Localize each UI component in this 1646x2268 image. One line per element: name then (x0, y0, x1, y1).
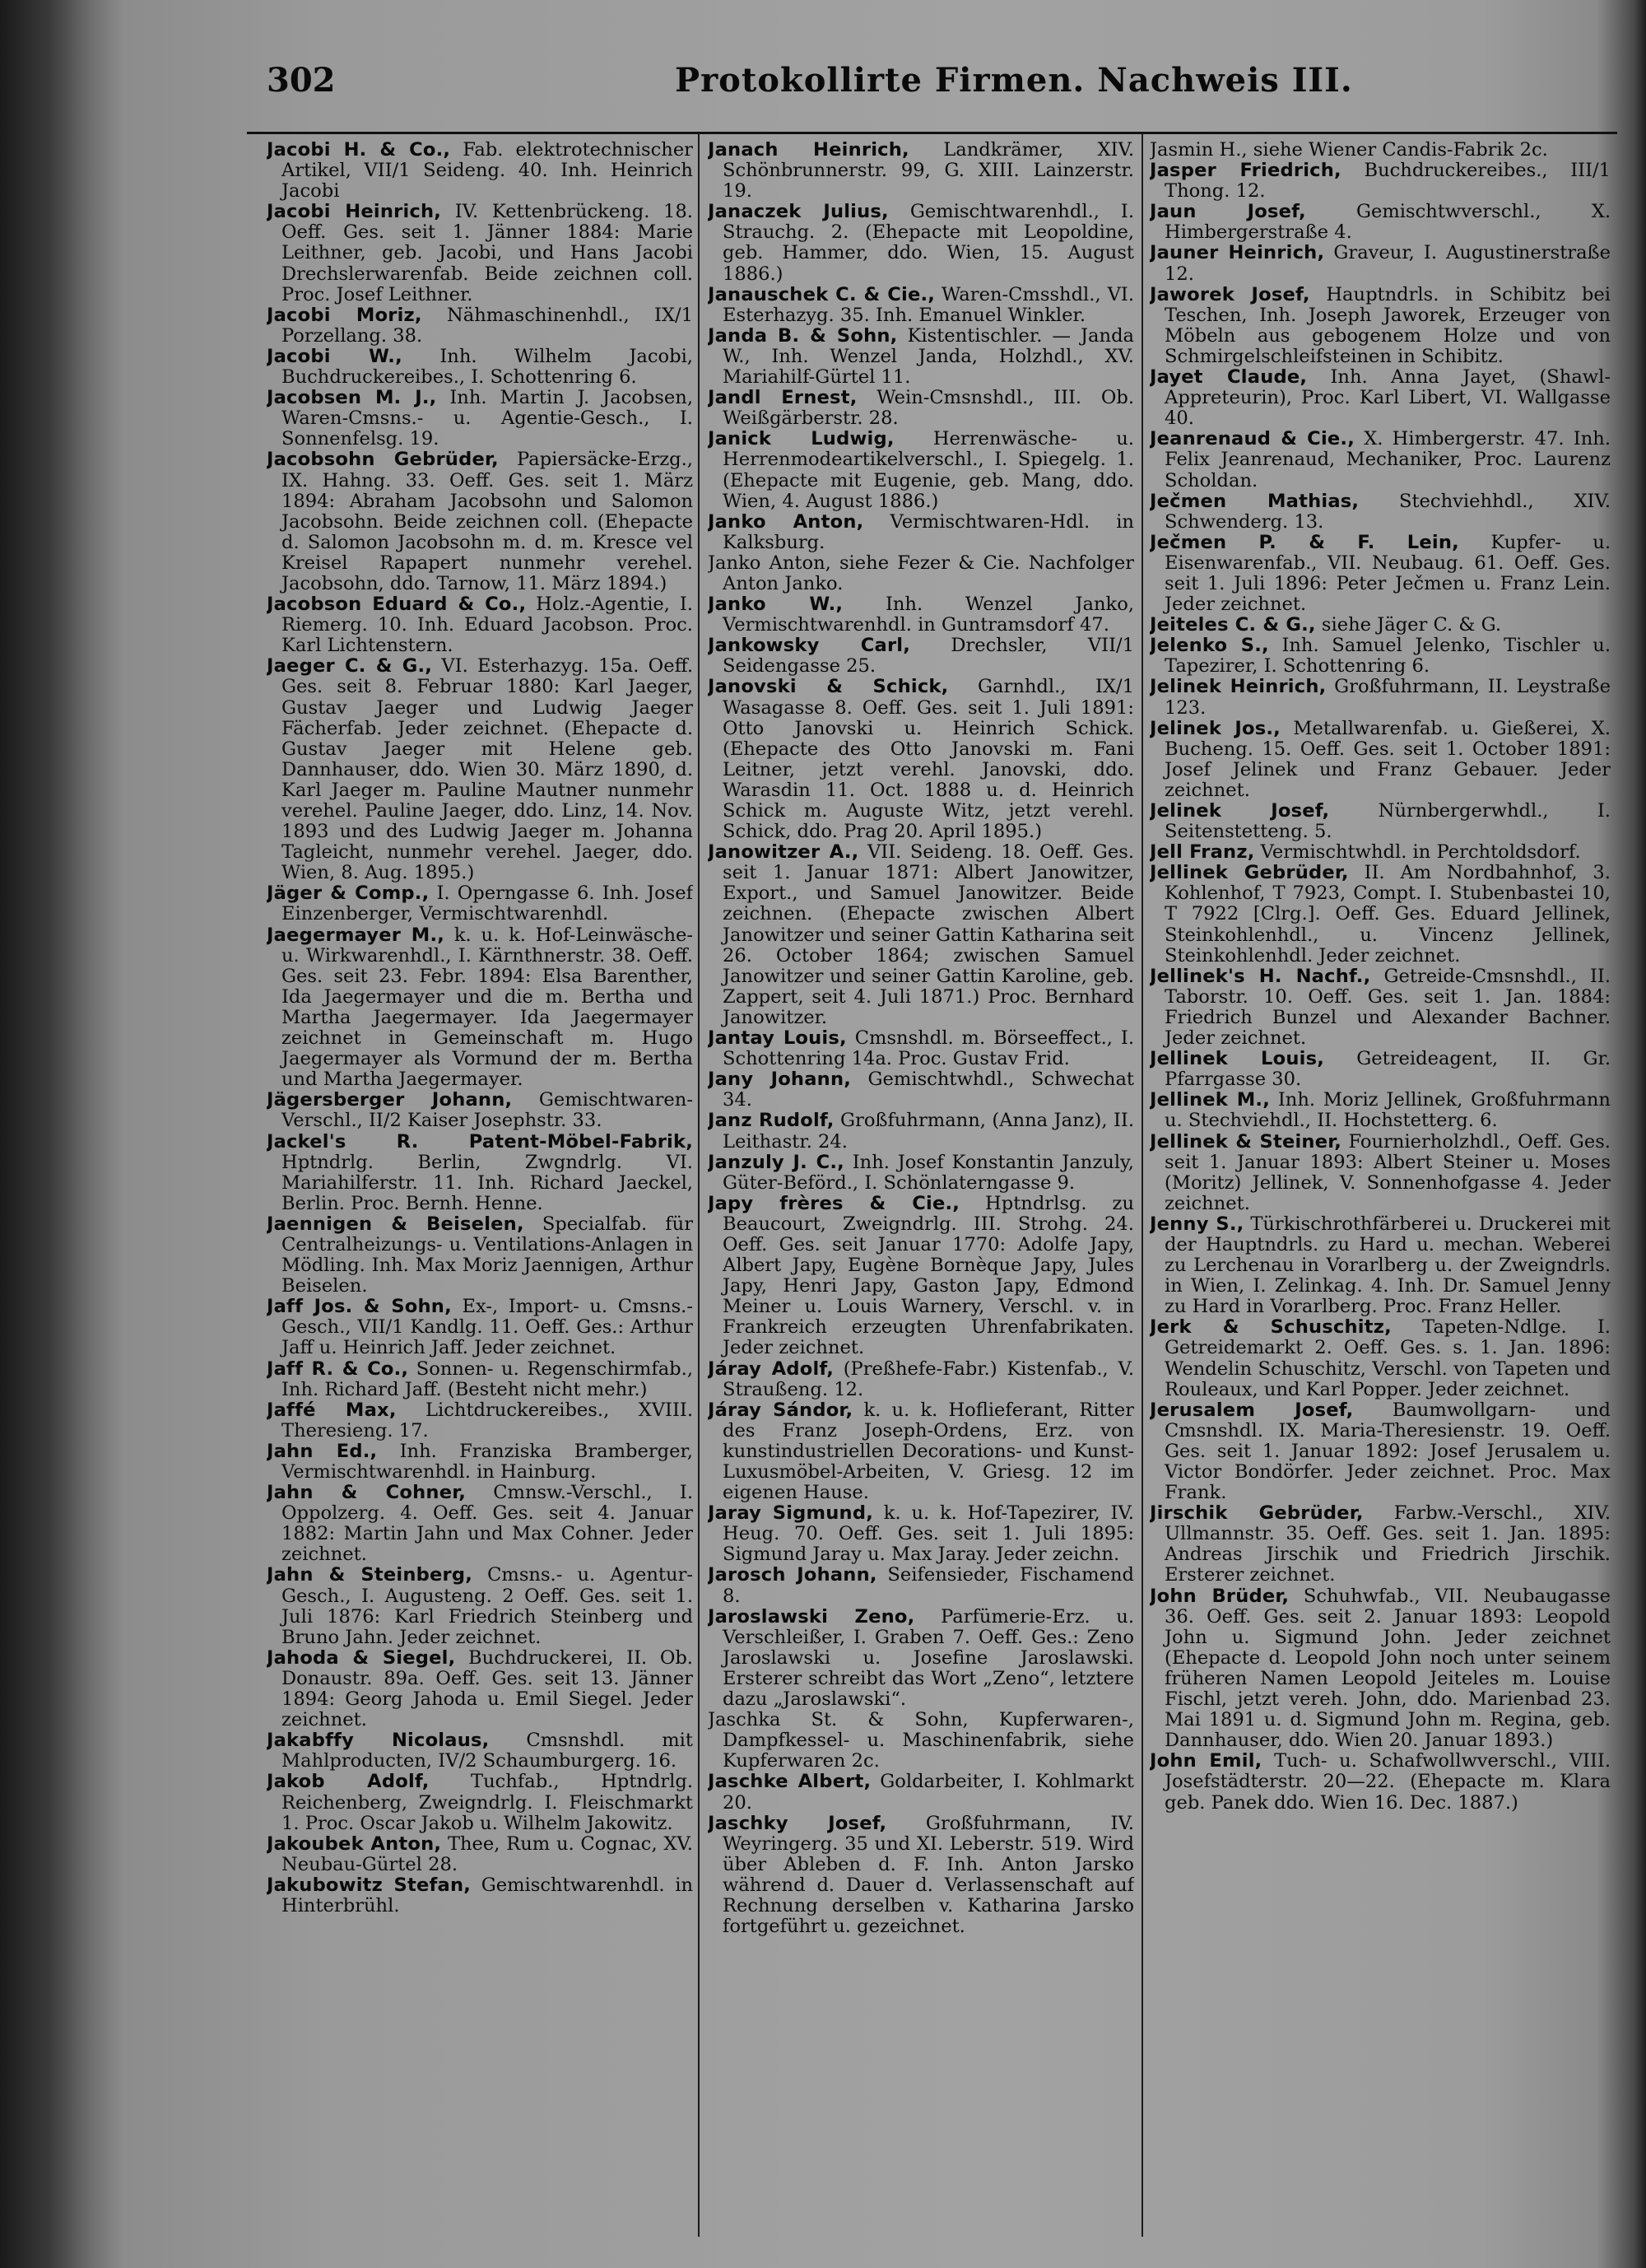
firm-name: Janzuly J. C., (708, 1151, 844, 1173)
entry-text: Baumwollgarn- und Cmsnshdl. IX. Maria-Theresienstr. 19. Oeff. Ges. seit 1. Januar 1892: Josef Jerusalem u. Victor Bondörfer. Jeder zeichnet. Proc. Max Frank. (1165, 1399, 1611, 1504)
directory-entry (708, 553, 1134, 594)
entry-text: Garnhdl., IX/1 Wasagasse 8. Oeff. Ges. seit 1. Juli 1891: Otto Janovski u. Heinrich Schick. (Ehepacte des Otto Janovski m. Fani Leitner, jetzt verehl. Janovski, ddo. Warasdin 11. Oct. 1888 u. d. Heinrich Schick m. Auguste Witz, jetzt verehl. Schick, ddo. Prag 20. April 1895.) (723, 676, 1134, 843)
entry-text: Gemischtwverschl., X. Himbergerstraße 4. (1165, 201, 1611, 244)
page-title: Protokollirte Firmen. Nachweis III. (675, 61, 1353, 100)
firm-name: Jaray Sigmund, (708, 1502, 873, 1525)
entry-text: Goldarbeiter, I. Kohlmarkt 20. (723, 1771, 1134, 1814)
firm-name: Jacobson Eduard & Co., (267, 594, 527, 616)
directory-entry (1150, 1751, 1611, 1813)
firm-name: Jaschky Josef, (708, 1812, 887, 1834)
column-1 (267, 140, 693, 2231)
entry-text: Hauptndrls. in Schibitz bei Teschen, Inh. Joseph Jaworek, Erzeuger von Möbeln aus gebogenem Holze und von Schmirgelschleifsteinen in Schibitz. (1165, 283, 1611, 367)
firm-name: Janda B. & Sohn, (708, 324, 898, 347)
firm-name: John Emil, (1150, 1750, 1262, 1772)
entry-text: Fournierholzhdl., Oeff. Ges. seit 1. Januar 1893: Albert Steiner u. Moses (Moritz) Jellinek, V. Sonnenhofgasse 4. Jeder zeichnet. (1165, 1130, 1611, 1214)
entry-text: Getreideagent, II. Gr. Pfarrgasse 30. (1165, 1048, 1611, 1091)
directory-entry (267, 925, 693, 1091)
directory-entry (267, 388, 693, 449)
firm-name: Jirschik Gebrüder, (1150, 1502, 1364, 1525)
page-header (247, 58, 1617, 134)
directory-entry (1150, 863, 1611, 966)
directory-entry (267, 1214, 693, 1297)
directory-entry (267, 1132, 693, 1214)
firm-name: Ječmen Mathias, (1150, 490, 1360, 512)
directory-entry (267, 656, 693, 883)
entry-text: Gemischtwhdl., Schwechat 34. (723, 1069, 1134, 1111)
column-divider (698, 133, 700, 2237)
entry-text: Hptndrlg. Berlin, Zwgndrlg. VI. Mariahilferstr. 11. Inh. Richard Jaeckel, Berlin. Proc. Bernh. Henne. (281, 1151, 693, 1214)
page-number: 302 (267, 61, 336, 100)
entry-text: Großfuhrmann, (Anna Janz), II. Leithastr. 24. (723, 1110, 1134, 1153)
directory-entry (1150, 842, 1611, 863)
entry-text: IV. Kettenbrückeng. 18. Oeff. Ges. seit 1. Jänner 1884: Marie Leithner, geb. Jacobi, und Hans Jacobi Drechslerwarenfab. Beide zeichnen coll. Proc. Josef Leithner. (281, 201, 693, 305)
firm-name: Jahoda & Siegel, (267, 1646, 456, 1669)
directory-entry (708, 1153, 1134, 1194)
firm-name: Jaff Jos. & Sohn, (267, 1296, 452, 1318)
firm-name: Jellinek's H. Nachf., (1150, 965, 1371, 987)
directory-entry (1150, 429, 1611, 491)
firm-name: Járay Sándor, (708, 1399, 853, 1421)
entry-text: Kupfer- u. Eisenwarenfab., VII. Neubaug. 61. Oeff. Ges. seit 1. Juli 1896: Peter Ječmen u. Franz Lein. Jeder zeichnet. (1165, 531, 1611, 616)
directory-entry (708, 512, 1134, 553)
entry-text: Cmsns.- u. Agentur-Gesch., I. Augusteng. 2 Oeff. Ges. seit 1. Juli 1876: Karl Friedrich Steinberg und Bruno Jahn. Jeder zeichnet. (281, 1564, 693, 1648)
directory-entry (708, 1503, 1134, 1565)
directory-entry (708, 1111, 1134, 1152)
entry-text: Wein-Cmsnshdl., III. Ob. Weißgärberstr. 28. (723, 387, 1134, 430)
entry-text: Tuchfab., Hptndrlg. Reichenberg, Zweigndrlg. I. Fleischmarkt 1. Proc. Oscar Jakob u. Wilhelm Jakowitz. (281, 1771, 693, 1834)
directory-entry (1150, 615, 1611, 636)
entry-text: Inh. Franziska Bramberger, Vermischtwarenhdl. in Hainburg. (281, 1440, 693, 1483)
directory-entry (267, 1483, 693, 1565)
entry-text: Papiersäcke-Erzg., IX. Hahng. 33. Oeff. Ges. seit 1. März 1894: Abraham Jacobsohn und Salomon Jacobsohn. Beide zeichnen coll. (Ehepacte d. Salomon Jacobsohn m. d. m. Kresce vel Kreisel Rapapert nunmehr verehel. Jacobsohn, ddo. Tarnow, 11. März 1894.) (281, 449, 693, 594)
firm-name: Jaroslawski Zeno, (708, 1605, 915, 1628)
entry-text: X. Himbergerstr. 47. Inh. Felix Jeanrenaud, Mechaniker, Proc. Laurenz Scholdan. (1165, 428, 1611, 491)
directory-entry (267, 1834, 693, 1875)
firm-name: Jauner Heinrich, (1150, 242, 1325, 264)
entry-text: Tuch- u. Schafwollwverschl., VIII. Josefstädterstr. 20—22. (Ehepacte m. Klara geb. Panek ddo. Wien 16. Dec. 1887.) (1165, 1750, 1611, 1814)
entry-text: Nürnbergerwhdl., I. Seitenstetteng. 5. (1165, 800, 1611, 843)
directory-entry (708, 1772, 1134, 1813)
firm-name: Janaczek Julius, (708, 201, 889, 223)
firm-name: Jakabffy Nicolaus, (267, 1730, 490, 1752)
entry-text: Inh. Martin J. Jacobsen, Waren-Cmsns.- u. Agentie-Gesch., I. Sonnenfelsg. 19. (281, 387, 693, 450)
firm-name: Jelinek Heinrich, (1150, 676, 1327, 698)
firm-name: Jayet Claude, (1150, 366, 1308, 389)
entry-text: VI. Esterhazyg. 15a. Oeff. Ges. seit 8. Februar 1880: Karl Jaeger, Gustav Jaeger und Ludwig Jaeger Fächerfab. Jeder zeichnet. (Ehepacte d. Gustav Jaeger mit Helene geb. Dannhauser, ddo. Wien 30. März 1890, d. Karl Jaeger m. Pauline Mautner nunmehr verehel. Pauline Jaeger, ddo. Linz, 14. Nov. 1893 und des Ludwig Jaeger m. Johanna Tagleicht, nunmehr verehel. Jaeger, ddo. Wien, 8. Aug. 1895.) (281, 655, 693, 884)
firm-name: Jellinek Gebrüder, (1150, 862, 1349, 884)
firm-name: Jaegermayer M., (267, 924, 445, 946)
directory-entry (1150, 966, 1611, 1049)
entry-text: Cmsnshdl. mit Mahlproducten, IV/2 Schaumburgerg. 16. (281, 1730, 693, 1772)
entry-text: Ex-, Import- u. Cmsns.-Gesch., VII/1 Kandlg. 11. Oeff. Ges.: Arthur Jaff u. Heinrich Jaff. Jeder zeichnet. (281, 1296, 693, 1359)
entry-text: Vermischtwhdl. in Perchtoldsdorf. (1260, 841, 1581, 864)
firm-name: Jacobi H. & Co., (267, 140, 451, 161)
entry-text: Großfuhrmann, II. Leystraße 123. (1165, 676, 1611, 719)
directory-entry (1150, 719, 1611, 801)
directory-entry (1150, 1400, 1611, 1503)
entry-text: Specialfab. für Centralheizungs- u. Ventilations-Anlagen in Mödling. Inh. Max Moriz Jaennigen, Arthur Beiselen. (281, 1213, 693, 1297)
firm-name: Jeiteles C. & G., (1150, 614, 1316, 636)
entry-text: Inh. Wenzel Janko, Vermischtwarenhdl. in Guntramsdorf 47. (723, 594, 1134, 636)
directory-entry (708, 1400, 1134, 1503)
firm-name: Jelinek Josef, (1150, 800, 1330, 822)
entry-text: Inh. Samuel Jelenko, Tischler u. Tapezirer, I. Schottenring 6. (1165, 635, 1611, 678)
firm-name: Jandl Ernest, (708, 387, 858, 409)
directory-entry (708, 140, 1134, 202)
directory-entry (1150, 1317, 1611, 1399)
firm-name: Jerk & Schuschitz, (1150, 1316, 1392, 1339)
firm-name: Jacobi Moriz, (267, 304, 422, 326)
directory-entry (1150, 1503, 1611, 1586)
firm-name: Jell Franz, (1150, 841, 1255, 864)
entry-text: Gemischtwarenhdl., I. Strauchg. 2. (Ehepacte mit Leopoldine, geb. Hammer, ddo. Wien, 15. August 1886.) (723, 201, 1134, 285)
entry-text: Jaschka St. & Sohn, Kupferwaren-, Dampfkessel- u. Maschinenfabrik, siehe Kupferwaren 2c. (708, 1709, 1134, 1772)
entry-text: k. u. k. Hof-Tapezirer, IV. Heug. 70. Oeff. Ges. seit 1. Juli 1895: Sigmund Jaray u. Max Jaray. Jeder zeichn. (723, 1502, 1134, 1566)
entry-text: Cmsnshdl. m. Börseeffect., I. Schottenring 14a. Proc. Gustav Frid. (723, 1027, 1134, 1070)
entry-text: Schuhwfab., VII. Neubaugasse 36. Oeff. Ges. seit 2. Januar 1893: Leopold John u. Sigmund John. Jeder zeichnet (Ehepacte d. Leopold John noch unter seinem früheren Namen Leopold Jeiteles m. Louise Fischl, jetzt vereh. John, ddo. Marienbad 23. Mai 1891 u. d. Sigmund John m. Regina, geb. Dannhauser, ddo. Wien 20. Januar 1893.) (1165, 1585, 1611, 1752)
entry-text: Gemischtwarenhdl. in Hinterbrühl. (281, 1874, 693, 1916)
firm-name: Jacobsohn Gebrüder, (267, 449, 499, 471)
directory-entry (708, 326, 1134, 388)
entry-text: Farbw.-Verschl., XIV. Ullmannstr. 35. Oeff. Ges. seit 1. Jan. 1895: Andreas Jirschik und Friedrich Jirschik. Ersterer zeichnet. (1165, 1502, 1611, 1586)
entry-text: k. u. k. Hof-Leinwäsche- u. Wirkwarenhdl., I. Kärnthnerstr. 38. Oeff. Ges. seit 23. Febr. 1894: Elsa Barenther, Ida Jaegermayer und die m. Bertha und Martha Jaegermayer. Ida Jaegermayer zeichnet in Gemeinschaft m. Hugo Jaegermayer als Vormund der m. Bertha und Martha Jaegermayer. (281, 924, 693, 1091)
firm-name: Jakoubek Anton, (267, 1833, 442, 1855)
firm-name: Jaffé Max, (267, 1399, 397, 1421)
directory-entry (1150, 533, 1611, 615)
firm-name: John Brüder, (1150, 1585, 1290, 1607)
firm-name: Jahn & Steinberg, (267, 1564, 473, 1586)
directory-entry (708, 1565, 1134, 1606)
firm-name: Jelenko S., (1150, 635, 1269, 657)
directory-entry (267, 1648, 693, 1730)
directory-entry (267, 449, 693, 594)
entry-text: Getreide-Cmsnshdl., II. Taborstr. 10. Oeff. Ges. seit 1. Jan. 1884: Friedrich Bunzel und Alexander Bachner. Jeder zeichnet. (1165, 965, 1611, 1050)
firm-name: Jahn & Cohner, (267, 1482, 467, 1504)
firm-name: Jantay Louis, (708, 1027, 847, 1050)
entry-text: Graveur, I. Augustinerstraße 12. (1165, 242, 1611, 285)
firm-name: Janauschek C. & Cie., (708, 283, 936, 305)
directory-entry (1150, 140, 1611, 161)
directory-entry (708, 1069, 1134, 1111)
directory-entry (267, 347, 693, 388)
entry-text: Parfümerie-Erz. u. Verschleißer, I. Graben 7. Oeff. Ges.: Zeno Jaroslawski u. Josefine Jaroslawski. Ersterer schreibt das Wort „Zeno“, letztere dazu „Jaroslawski“. (723, 1605, 1134, 1711)
firm-name: Jaeger C. & G., (267, 655, 433, 678)
directory-entry (708, 388, 1134, 429)
entry-text: Nähmaschinenhdl., IX/1 Porzellang. 38. (281, 304, 693, 347)
directory-entry (1150, 202, 1611, 243)
firm-name: Jaff R. & Co., (267, 1358, 409, 1380)
directory-entry (708, 1028, 1134, 1069)
directory-entry (267, 305, 693, 347)
entry-text: Seifensieder, Fischamend 8. (723, 1564, 1134, 1607)
directory-entry (267, 140, 693, 202)
entry-text: Gemischtwaren-Verschl., II/2 Kaiser Josephstr. 33. (281, 1089, 693, 1132)
directory-entry (708, 636, 1134, 677)
firm-name: Jaschke Albert, (708, 1771, 872, 1793)
entry-text: Tapeten-Ndlge. I. Getreidemarkt 2. Oeff. Ges. s. 1. Jan. 1896: Wendelin Schuschitz, Verschl. von Tapeten und Rouleaux, und Karl Popper. Jeder zeichnet. (1165, 1316, 1611, 1400)
directory-entry (708, 1710, 1134, 1772)
directory-entry (708, 1814, 1134, 1938)
entry-text: Inh. Josef Konstantin Janzuly, Güter-Beförd., I. Schönlaterngasse 9. (723, 1151, 1134, 1194)
firm-name: Jaworek Josef, (1150, 283, 1310, 305)
directory-entry (1150, 161, 1611, 202)
directory-entry (1150, 801, 1611, 842)
directory-entry (1150, 491, 1611, 533)
firm-name: Jaun Josef, (1150, 201, 1306, 223)
column-3 (1150, 140, 1611, 2231)
firm-name: Japy frères & Cie., (708, 1192, 960, 1214)
entry-text: Inh. Wilhelm Jacobi, Buchdruckereibes., I. Schottenring 6. (281, 345, 693, 389)
page-content (247, 58, 1617, 2247)
directory-entry (267, 202, 693, 305)
entry-text: Großfuhrmann, IV. Weyringerg. 35 und XI. Leberstr. 519. Wird über Ableben d. F. Inh. Anton Jarsko während d. Dauer d. Verlassenschaft auf Rechnung derselben v. Katharina Jarsko fortgeführt u. gezeichnet. (723, 1812, 1134, 1938)
entry-text: Landkrämer, XIV. Schönbrunnerstr. 99, G. XIII. Lainzerstr. 19. (723, 140, 1134, 203)
directory-entry (708, 429, 1134, 511)
firm-name: Jacobsen M. J., (267, 387, 437, 409)
directory-entry (267, 883, 693, 924)
firm-name: Jarosch Johann, (708, 1564, 877, 1586)
firm-name: Jenny S., (1150, 1213, 1244, 1235)
firm-name: Janowitzer A., (708, 841, 859, 864)
entry-text: Waren-Cmsshdl., VI. Esterhazyg. 35. Inh. Emanuel Winkler. (723, 283, 1134, 326)
entry-text: Buchdruckereibes., III/1 Thong. 12. (1165, 160, 1611, 203)
directory-entry (267, 1772, 693, 1833)
firm-name: Jaennigen & Beiselen, (267, 1213, 524, 1235)
entry-text: Inh. Anna Jayet, (Shawl-Appreteurin), Proc. Karl Libert, VI. Wallgasse 40. (1165, 366, 1611, 430)
firm-name: Jacobi W., (267, 345, 402, 367)
entry-text: siehe Jäger C. & G. (1321, 614, 1502, 636)
firm-name: Jankowsky Carl, (708, 635, 911, 657)
entry-text: Holz.-Agentie, I. Riemerg. 10. Inh. Eduard Jacobson. Proc. Karl Lichtenstern. (281, 594, 693, 657)
firm-name: Jellinek M., (1150, 1089, 1270, 1111)
entry-text: Janko Anton, siehe Fezer & Cie. Nachfolger Anton Janko. (708, 552, 1134, 594)
directory-entry (1150, 1214, 1611, 1317)
entry-text: Hptndrlsg. zu Beaucourt, Zweigndrlg. III. Strohg. 24. Oeff. Ges. seit Januar 1770: Adolfe Japy, Albert Japy, Eugène Bornèque Japy, Jules Japy, Henri Japy, Gaston Japy, Edmond Meiner u. Louis Warnery, Verschl. v. in Frankreich erzeugten Uhrenfabrikaten. Jeder zeichnet. (723, 1192, 1134, 1359)
firm-name: Janovski & Schick, (708, 676, 949, 698)
firm-name: Jellinek & Steiner, (1150, 1130, 1342, 1153)
entry-text: Lichtdruckereibes., XVIII. Theresieng. 17. (281, 1399, 693, 1441)
firm-name: Jelinek Jos., (1150, 717, 1281, 739)
directory-entry (708, 677, 1134, 842)
directory-entry (708, 1359, 1134, 1400)
firm-name: Jackel's R. Patent-Möbel-Fabrik, (267, 1130, 693, 1153)
firm-name: Jeanrenaud & Cie., (1150, 428, 1355, 450)
firm-name: Jakubowitz Stefan, (267, 1874, 472, 1896)
firm-name: Jäger & Comp., (267, 883, 430, 905)
entry-text: k. u. k. Hoflieferant, Ritter des Franz Joseph-Ordens, Erz. von kunstindustriellen Decorations- und Kunst-Luxusmöbel-Arbeiten, V. Griesg. 12 im eigenen Hause. (723, 1399, 1134, 1504)
directory-entry (1150, 1586, 1611, 1752)
entry-text: Sonnen- u. Regenschirmfab., Inh. Richard Jaff. (Besteht nicht mehr.) (281, 1358, 693, 1400)
directory-entry (1150, 367, 1611, 429)
directory-entry (708, 594, 1134, 636)
entry-text: Drechsler, VII/1 Seidengasse 25. (723, 635, 1134, 678)
directory-entry (708, 842, 1134, 1028)
directory-entry (1150, 677, 1611, 718)
firm-name: Jany Johann, (708, 1069, 852, 1091)
firm-name: Jahn Ed., (267, 1440, 378, 1462)
directory-entry (267, 1875, 693, 1916)
directory-entry (1150, 1049, 1611, 1090)
entry-text: Metallwarenfab. u. Gießerei, X. Bucheng. 15. Oeff. Ges. seit 1. October 1891: Josef Jelinek und Franz Gebauer. Jeder zeichnet. (1165, 717, 1611, 801)
directory-entry (267, 1297, 693, 1358)
entry-text: (Preßhefe-Fabr.) Kistenfab., V. Straußeng. 12. (723, 1358, 1134, 1400)
directory-entry (267, 1730, 693, 1772)
firm-name: Járay Adolf, (708, 1358, 834, 1380)
firm-name: Jerusalem Josef, (1150, 1399, 1354, 1421)
firm-name: Janz Rudolf, (708, 1110, 835, 1132)
entry-text: Stechviehhdl., XIV. Schwenderg. 13. (1165, 490, 1611, 533)
column-divider (1142, 133, 1143, 2237)
firm-name: Ječmen P. & F. Lein, (1150, 531, 1459, 553)
entry-text: Buchdruckerei, II. Ob. Donaustr. 89a. Oeff. Ges. seit 13. Jänner 1894: Georg Jahoda u. Emil Siegel. Jeder zeichnet. (281, 1646, 693, 1731)
directory-entry (1150, 1132, 1611, 1214)
firm-name: Jakob Adolf, (267, 1771, 430, 1793)
firm-name: Janko W., (708, 594, 844, 616)
directory-entry (1150, 1090, 1611, 1131)
entry-text: VII. Seideng. 18. Oeff. Ges. seit 1. Januar 1871: Albert Janowitzer, Export., und Samuel Janowitzer. Beide zeichnen. (Ehepacte zwischen Albert Janowitzer und seiner Gattin Katharina seit 26. October 1864; zwischen Samuel Janowitzer und seiner Gattin Karoline, geb. Zappert, seit 4. Juli 1871.) Proc. Bernhard Janowitzer. (723, 841, 1134, 1028)
entry-text: II. Am Nordbahnhof, 3. Kohlenhof, T 7923, Compt. I. Stubenbastei 10, T 7922 [Clrg.]. Oeff. Ges. Eduard Jellinek, Steinkohlenhdl., u. Vincenz Jellinek, Steinkohlenhdl. Jeder zeichnet. (1165, 862, 1611, 966)
entry-text: Herrenwäsche- u. Herrenmodeartikelverschl., I. Spiegelg. 1. (Ehepacte mit Eugenie, geb. Mang, ddo. Wien, 4. August 1886.) (723, 428, 1134, 512)
firm-name: Janick Ludwig, (708, 428, 895, 450)
entry-text: Inh. Moriz Jellinek, Großfuhrmann u. Stechviehdl., II. Hochstetterg. 6. (1165, 1089, 1611, 1132)
directory-entry (708, 202, 1134, 284)
directory-entry (1150, 285, 1611, 367)
firm-name: Janach Heinrich, (708, 140, 909, 161)
directory-entry (708, 1194, 1134, 1359)
directory-entry (267, 594, 693, 656)
directory-entry (267, 1359, 693, 1400)
firm-name: Jellinek Louis, (1150, 1048, 1325, 1070)
firm-name: Janko Anton, (708, 510, 864, 533)
column-2 (708, 140, 1134, 2231)
directory-entry (708, 1607, 1134, 1710)
entry-text: Türkischrothfärberei u. Druckerei mit der Hauptndrls. zu Hard u. mechan. Weberei zu Lerchenau in Vorarlberg u. der Zweigndrls. in Wien, I. Zelinkag. 4. Inh. Dr. Samuel Jenny zu Hard in Vorarlberg. Proc. Franz Heller. (1165, 1213, 1611, 1318)
firm-name: Jägersberger Johann, (267, 1089, 513, 1111)
firm-name: Jacobi Heinrich, (267, 201, 442, 223)
firm-name: Jasper Friedrich, (1150, 160, 1341, 182)
directory-entry (708, 285, 1134, 326)
directory-entry (1150, 636, 1611, 677)
directory-entry (267, 1090, 693, 1131)
directory-entry (267, 1400, 693, 1441)
entry-text: Kistentischler. — Janda W., Inh. Wenzel Janda, Holzhdl., XV. Mariahilf-Gürtel 11. (723, 324, 1134, 389)
entry-text: I. Operngasse 6. Inh. Josef Einzenberger, Vermischtwarenhdl. (281, 883, 693, 925)
entry-text: Vermischtwaren-Hdl. in Kalksburg. (723, 510, 1134, 553)
entry-text: Thee, Rum u. Cognac, XV. Neubau-Gürtel 28. (281, 1833, 693, 1875)
entry-text: Cmnsw.-Verschl., I. Oppolzerg. 4. Oeff. Ges. seit 4. Januar 1882: Martin Jahn und Max Cohner. Jeder zeichnet. (281, 1482, 693, 1566)
directory-entry (267, 1441, 693, 1483)
directory-entry (267, 1565, 693, 1647)
entry-text: Jasmin H., siehe Wiener Candis-Fabrik 2c. (1150, 140, 1548, 161)
entry-text: Fab. elektrotechnischer Artikel, VII/1 Seideng. 40. Inh. Heinrich Jacobi (281, 140, 693, 203)
directory-entry (1150, 243, 1611, 284)
